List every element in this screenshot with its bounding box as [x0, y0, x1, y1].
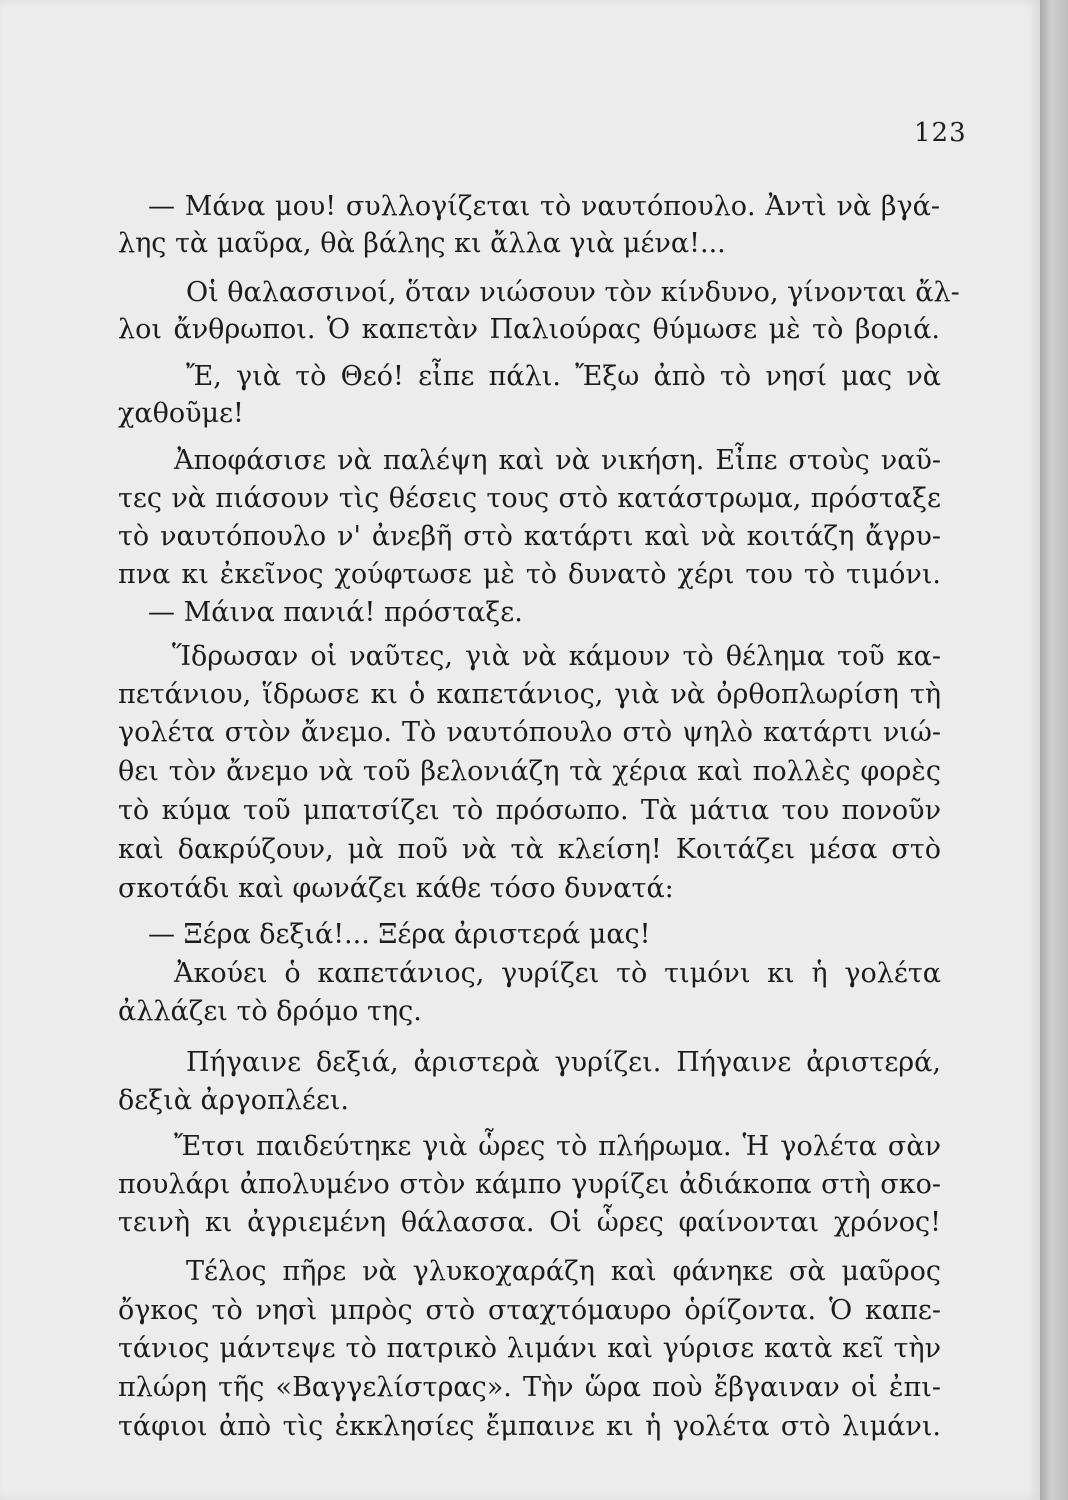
- text-line: Ἀποφάσισε νὰ παλέψη καὶ νὰ νικήση. Εἶπε στοὺς ναῦ-: [174, 445, 941, 476]
- text-line: χαθοῦμε!: [118, 398, 244, 429]
- text-line: Ἔτσι παιδεύτηκε γιὰ ὧρες τὸ πλήρωμα. Ἡ γολέτα σὰν: [174, 1131, 941, 1162]
- text-line: — Ξέρα δεξιά!... Ξέρα ἀριστερά μας!: [148, 919, 651, 950]
- page-edge: [1040, 0, 1068, 1500]
- text-line: τες νὰ πιάσουν τὶς θέσεις τους στὸ κατάστρωμα, πρόσταξε: [118, 483, 941, 514]
- text-line: λοι ἄνθρωποι. Ὁ καπετὰν Παλιούρας θύμωσε μὲ τὸ βοριά.: [118, 314, 940, 345]
- text-line: ἀλλάζει τὸ δρόμο της.: [118, 996, 422, 1027]
- text-line: δεξιὰ ἀργοπλέει.: [118, 1085, 350, 1116]
- text-line: Ἀκούει ὁ καπετάνιος, γυρίζει τὸ τιμόνι κι ἡ γολέτα: [174, 958, 941, 989]
- text-line: σκοτάδι καὶ φωνάζει κάθε τόσο δυνατά:: [118, 873, 674, 904]
- text-line: καὶ δακρύζουν, μὰ ποῦ νὰ τὰ κλείση! Κοιτάζει μέσα στὸ: [118, 834, 941, 865]
- text-line: Πήγαινε δεξιά, ἀριστερὰ γυρίζει. Πήγαινε ἀριστερά,: [186, 1047, 941, 1078]
- text-line: πουλάρι ἀπολυμένο στὸν κάμπο γυρίζει ἀδιάκοπα στὴ σκο-: [118, 1169, 941, 1200]
- text-line: πετάνιου, ἵδρωσε κι ὁ καπετάνιος, γιὰ νὰ ὀρθοπλωρίση τὴ: [118, 679, 941, 710]
- text-line: λης τὰ μαῦρα, θὰ βάλης κι ἄλλα γιὰ μένα!...: [118, 228, 726, 259]
- page-number: 123: [914, 118, 967, 148]
- text-line: — Μάνα μου! συλλογίζεται τὸ ναυτόπουλο. Ἀντὶ νὰ βγά-: [148, 191, 940, 222]
- text-line: τάφιοι ἀπὸ τὶς ἐκκλησίες ἔμπαινε κι ἡ γολέτα στὸ λιμάνι.: [118, 1411, 941, 1442]
- text-line: Οἱ θαλασσινοί, ὅταν νιώσουν τὸν κίνδυνο, γίνονται ἄλ-: [186, 277, 960, 308]
- text-line: τάνιος μάντεψε τὸ πατρικὸ λιμάνι καὶ γύρισε κατὰ κεῖ τὴν: [118, 1333, 941, 1364]
- text-line: τὸ ναυτόπουλο ν' ἀνεβῆ στὸ κατάρτι καὶ νὰ κοιτάζη ἄγρυ-: [118, 521, 941, 552]
- text-line: Ἔ, γιὰ τὸ Θεό! εἶπε πάλι. Ἔξω ἀπὸ τὸ νησί μας νὰ: [186, 361, 941, 392]
- text-line: πλώρη τῆς «Βαγγελίστρας». Τὴν ὥρα ποὺ ἔβγαιναν οἱ ἐπι-: [118, 1372, 941, 1403]
- text-line: τὸ κύμα τοῦ μπατσίζει τὸ πρόσωπο. Τὰ μάτια του πονοῦν: [118, 795, 941, 826]
- text-line: Ἵδρωσαν οἱ ναῦτες, γιὰ νὰ κάμουν τὸ θέλημα τοῦ κα-: [172, 641, 941, 672]
- text-line: ὄγκος τὸ νησὶ μπρὸς στὸ σταχτόμαυρο ὁρίζοντα. Ὁ καπε-: [118, 1295, 941, 1326]
- text-line: Τέλος πῆρε νὰ γλυκοχαράζη καὶ φάνηκε σὰ μαῦρος: [186, 1256, 941, 1287]
- text-line: θει τὸν ἄνεμο νὰ τοῦ βελονιάζη τὰ χέρια καὶ πολλὲς φορὲς: [118, 756, 941, 787]
- text-line: — Μάινα πανιά! πρόσταξε.: [148, 597, 523, 628]
- text-line: γολέτα στὸν ἄνεμο. Τὸ ναυτόπουλο στὸ ψηλὸ κατάρτι νιώ-: [118, 717, 941, 748]
- text-line: πνα κι ἐκεῖνος χούφτωσε μὲ τὸ δυνατὸ χέρι του τὸ τιμόνι.: [118, 559, 941, 590]
- text-line: τεινὴ κι ἀγριεμένη θάλασσα. Οἱ ὧρες φαίνονται χρόνος!: [118, 1207, 941, 1238]
